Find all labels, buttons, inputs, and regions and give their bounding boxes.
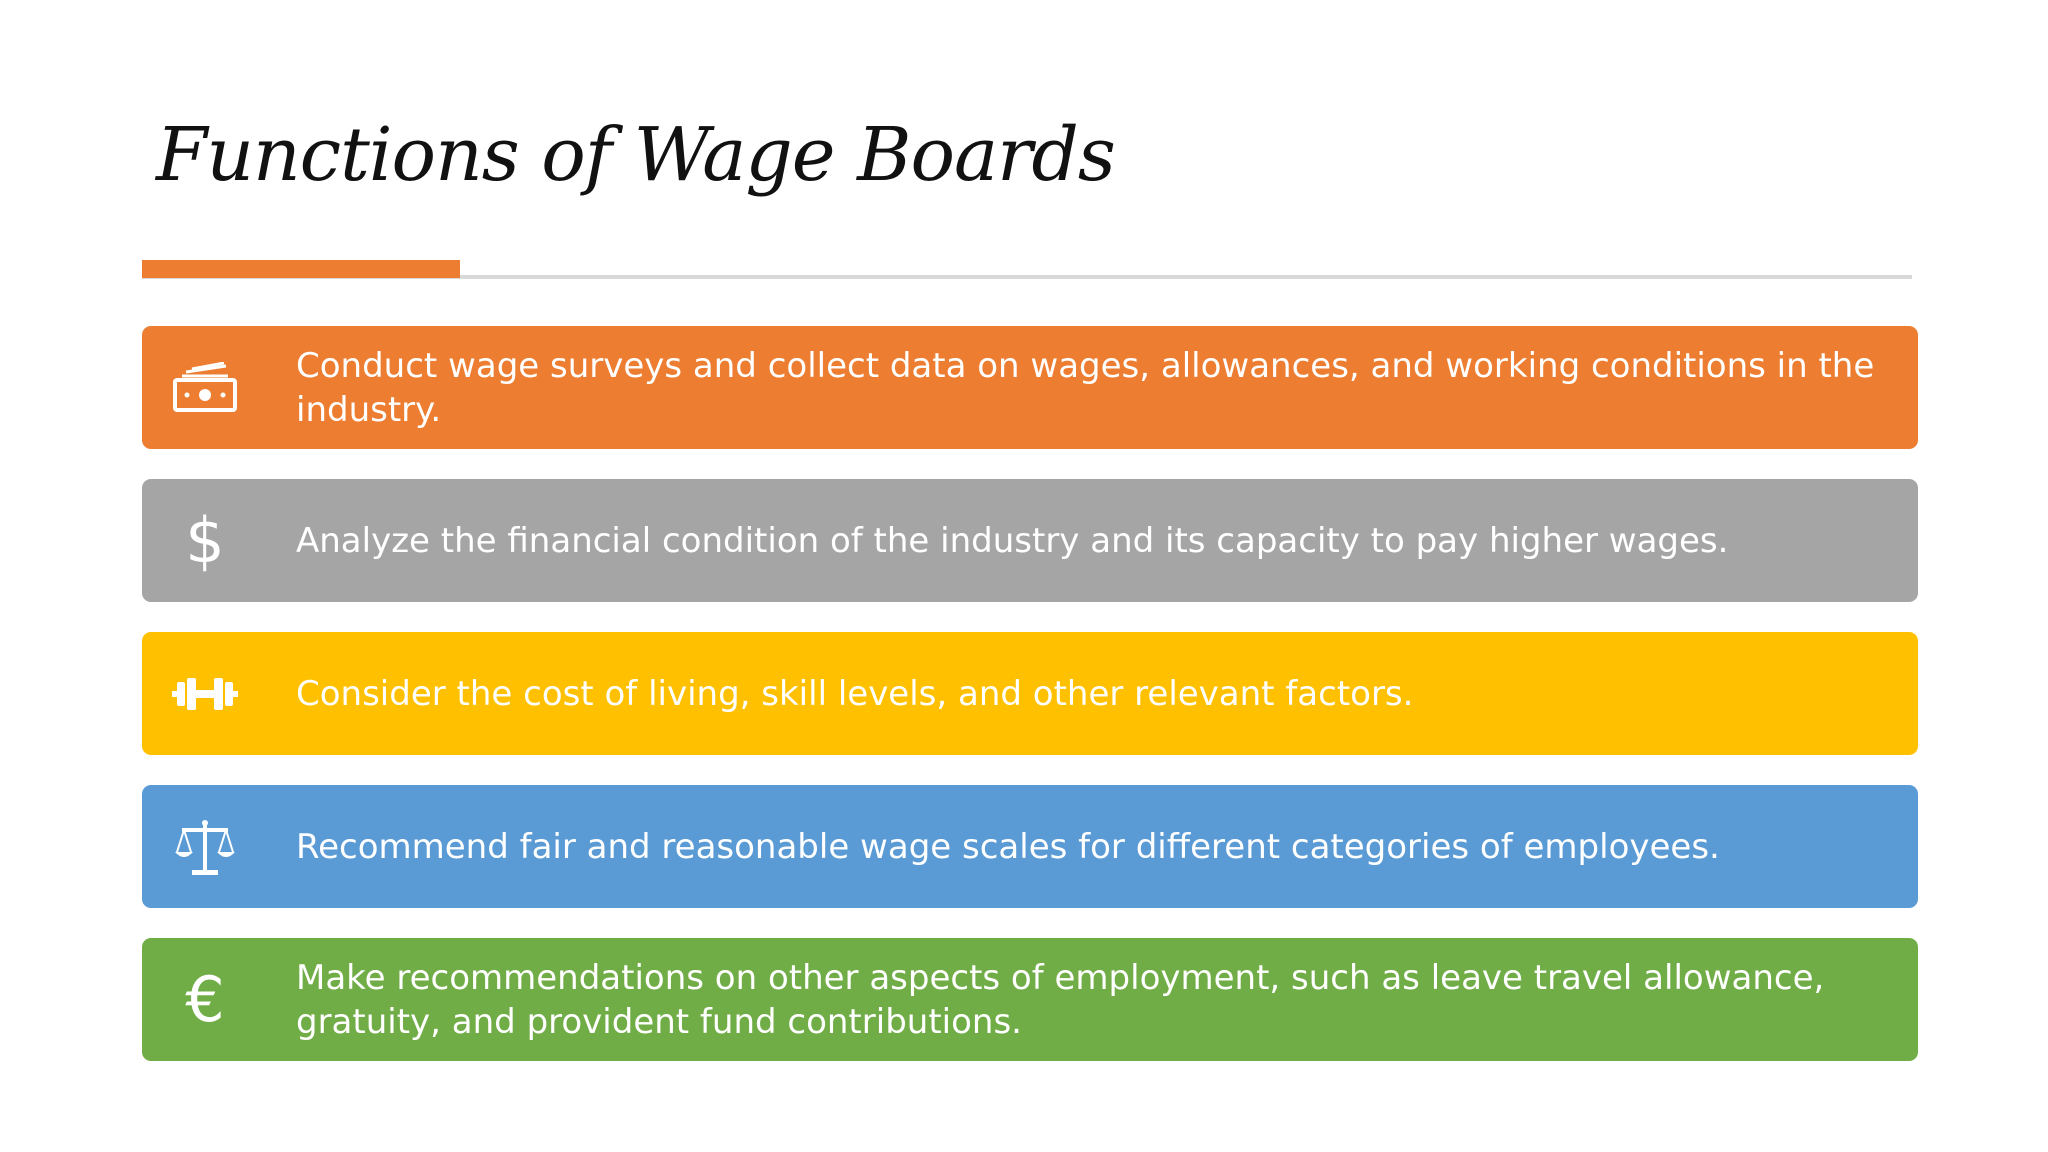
item-text: Consider the cost of living, skill levels, and other relevant factors. bbox=[296, 673, 1414, 714]
euro-icon: € bbox=[185, 962, 225, 1036]
title-accent-bar bbox=[142, 260, 460, 278]
item-text: Analyze the financial condition of the industry and its capacity to pay higher wages. bbox=[296, 520, 1729, 561]
list-item bbox=[142, 479, 1918, 602]
item-text: Make recommendations on other aspects of employment, such as leave travel allowance, gratuity, and provident fund contributions. bbox=[296, 957, 1825, 1042]
item-text: Conduct wage surveys and collect data on wages, allowances, and working conditions in the industry. bbox=[296, 345, 1875, 430]
list-item bbox=[142, 632, 1918, 755]
list-item bbox=[142, 938, 1918, 1061]
money-icon bbox=[172, 355, 238, 421]
scales-icon bbox=[172, 814, 238, 880]
list-item bbox=[142, 326, 1918, 449]
list-item bbox=[142, 785, 1918, 908]
slide-title: Functions of Wage Boards bbox=[156, 112, 1115, 198]
dollar-icon: $ bbox=[185, 503, 225, 577]
functions-list bbox=[142, 326, 1918, 1091]
dumbbell-icon bbox=[172, 661, 238, 727]
item-text: Recommend fair and reasonable wage scales for different categories of employees. bbox=[296, 826, 1720, 867]
